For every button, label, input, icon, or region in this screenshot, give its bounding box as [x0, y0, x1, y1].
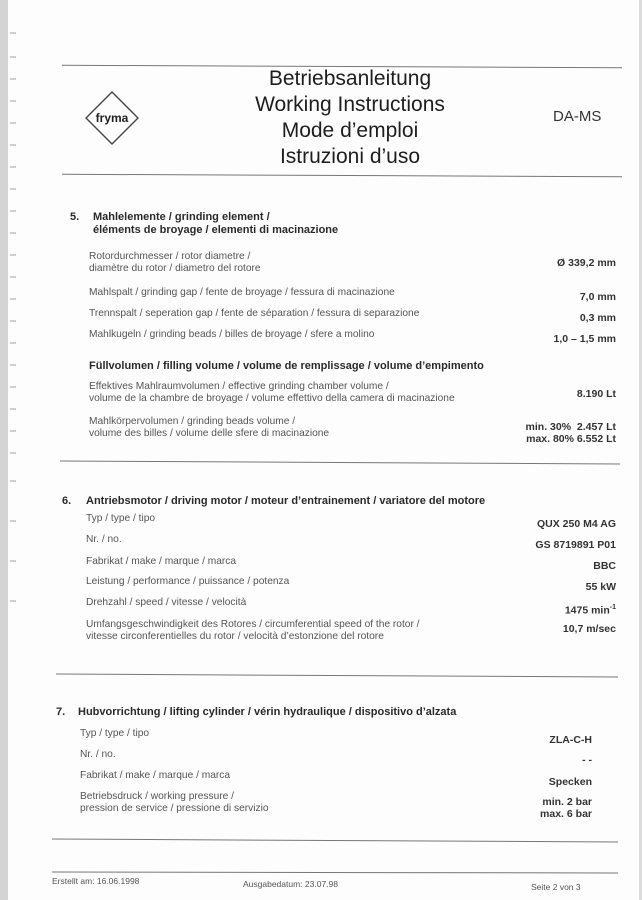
title-de: Betriebsanleitung	[268, 67, 432, 90]
section-6-number: 6.	[62, 495, 72, 507]
value-cylinder-no: - -	[582, 754, 592, 766]
row-label-effective-volume: Effektives Mahlraumvolumen / effective grinding chamber volume / volume de la chambre de broyage / volume effettivo della camera di macinazione	[89, 381, 455, 404]
value-cylinder-make: Specken	[548, 776, 592, 788]
value-motor-type: QUX 250 M4 AG	[537, 518, 616, 530]
value-working-pressure: min. 2 bar max. 6 bar	[540, 796, 592, 820]
section-6-title: Antriebsmotor / driving motor / moteur d’entrainement / variatore del motore	[86, 495, 486, 507]
scan-edge-left	[0, 0, 8, 900]
value-motor-speed: 1475 $\min^{-1}$	[564, 604, 616, 617]
footer-issue-date: Ausgabedatum: 23.07.98	[243, 879, 338, 889]
section-5-title: Mahlelemente / grinding element / éléments de broyage / elementi di macinazione	[93, 211, 339, 236]
document-id: DA-MS	[553, 108, 602, 125]
row-label-motor-performance: Leistung / performance / puissance / potenza	[86, 576, 290, 587]
value-motor-performance: 55 kW	[585, 581, 616, 593]
row-label-motor-type: Typ / type / tipo	[86, 513, 156, 524]
row-label-working-pressure: Betriebsdruck / working pressure / pression de service / pressione di servizio	[80, 791, 269, 814]
row-label-circumferential-speed: Umfangsgeschwindigkeit des Rotores / circumferential speed of the rotor / vitesse circonferentielles du rotor / velocità d’estonzione del rotore	[86, 619, 420, 642]
value-effective-volume: 8.190 Lt	[576, 388, 616, 400]
binding-marks	[10, 20, 20, 880]
row-label-separation-gap: Trennspalt / seperation gap / fente de séparation / fessura di separazione	[89, 308, 420, 319]
section-divider-6	[56, 674, 618, 678]
title-en: Working Instructions	[255, 93, 445, 116]
title-it: Istruzioni d’uso	[279, 145, 421, 168]
row-label-cylinder-no: Nr. / no.	[80, 749, 116, 760]
value-circumferential-speed: 10,7 m/sec	[562, 623, 616, 635]
row-label-cylinder-type: Typ / type / tipo	[80, 728, 150, 739]
value-grinding-gap: 7,0 mm	[579, 291, 616, 303]
row-label-motor-speed: Drehzahl / speed / vitesse / velocità	[86, 597, 247, 608]
value-separation-gap: 0,3 mm	[579, 312, 616, 324]
section-divider-7	[52, 839, 618, 843]
row-label-beads-volume: Mahlkörpervolumen / grinding beads volume / volume des billes / volume delle sfere di macinazione	[89, 416, 330, 439]
value-rotor-diameter: Ø 339,2 mm	[557, 257, 616, 269]
filling-volume-title: Füllvolumen / filling volume / volume de remplissage / volume d’empimento	[89, 360, 484, 372]
section-divider-5	[60, 461, 620, 465]
section-7-number: 7.	[56, 706, 66, 718]
fryma-logo	[84, 90, 140, 146]
value-cylinder-type: ZLA-C-H	[549, 734, 592, 746]
footer-rule	[52, 872, 618, 874]
row-label-grinding-beads: Mahlkugeln / grinding beads / billes de broyage / sfere a molino	[89, 329, 375, 340]
row-label-rotor-diameter: Rotordurchmesser / rotor diametre / diamètre du rotor / diametro del rotore	[89, 251, 261, 274]
header-rule-bottom	[62, 174, 622, 177]
footer-created-date: Erstellt am: 16.06.1998	[52, 876, 140, 886]
value-motor-no: GS 8719891 P01	[535, 539, 616, 551]
value-beads-volume: min. 30% 2.457 Lt max. 80% 6.552 Lt	[525, 421, 616, 445]
footer-page-number: Seite 2 von 3	[531, 882, 581, 892]
row-label-motor-no: Nr. / no.	[86, 534, 122, 545]
svg-text:fryma: fryma	[95, 111, 129, 125]
row-label-cylinder-make: Fabrikat / make / marque / marca	[80, 770, 231, 781]
row-label-grinding-gap: Mahlspalt / grinding gap / fente de broyage / fessura di macinazione	[89, 287, 395, 298]
section-7-title: Hubvorrichtung / lifting cylinder / vérin hydraulique / dispositivo d’alzata	[78, 706, 457, 718]
value-motor-make: BBC	[593, 560, 616, 572]
document-title-block	[200, 66, 500, 170]
value-grinding-beads: 1,0 – 1,5 mm	[553, 333, 616, 345]
title-fr: Mode d’emploi	[281, 119, 419, 142]
row-label-motor-make: Fabrikat / make / marque / marca	[86, 556, 237, 567]
section-5-number: 5.	[70, 211, 80, 223]
